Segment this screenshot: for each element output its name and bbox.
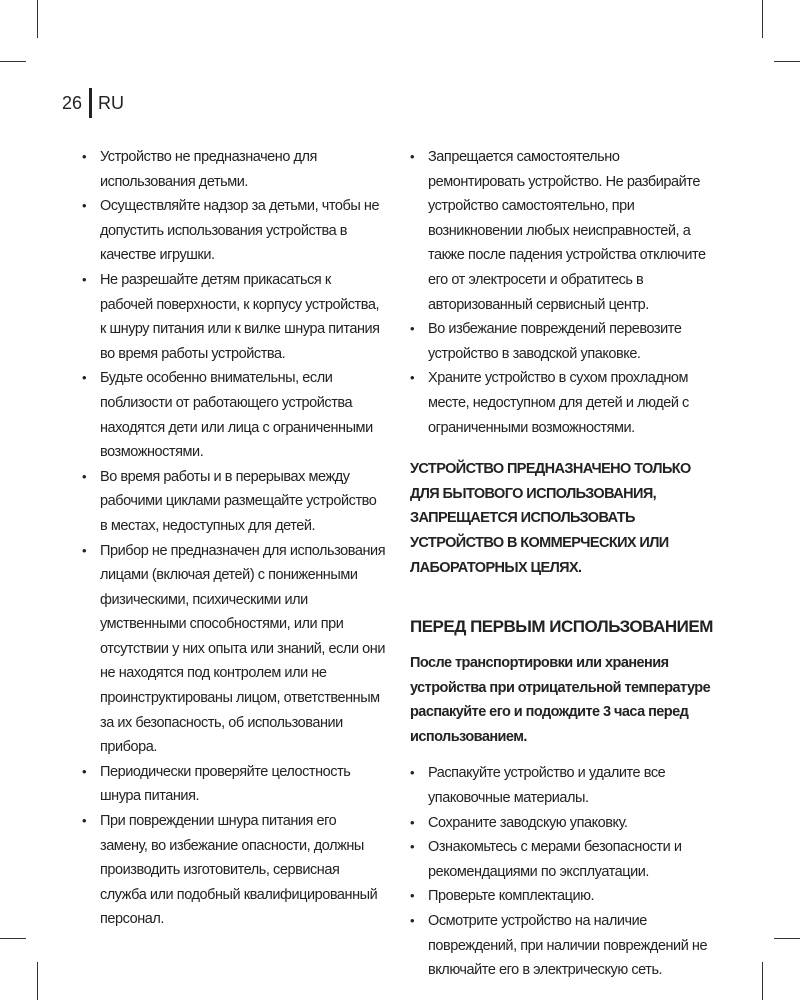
- left-column: [82, 145, 386, 932]
- list-item: • Прибор не предназначен для использования лицами (включая детей) с пониженными физическими, психическими или умственными способностями, или при отсутствии у них опыта или знаний, если они не находятся под контролем или не проинструктированы лицом, ответственным за их безопасность, об использовании прибора.: [82, 539, 386, 760]
- list-item: • Храните устройство в сухом прохладном месте, недоступном для детей и людей с ограниченными возможностями.: [410, 366, 716, 440]
- list-item: • Распакуйте устройство и удалите все упаковочные материалы.: [410, 761, 716, 810]
- first-use-list: [410, 761, 716, 982]
- list-item: • Осмотрите устройство на наличие повреждений, при наличии повреждений не включайте его в электрическую сеть.: [410, 909, 716, 983]
- list-item: • Во время работы и в перерывах между рабочими циклами размещайте устройство в местах, недоступных для детей.: [82, 465, 386, 539]
- safety-list-right: [410, 145, 716, 440]
- safety-list-left: [82, 145, 386, 932]
- crop-mark-bottom-left-h: [0, 938, 26, 939]
- household-use-notice: УСТРОЙСТВО ПРЕДНАЗНАЧЕНО ТОЛЬКО ДЛЯ БЫТОВОГО ИСПОЛЬЗОВАНИЯ, ЗАПРЕЩАЕТСЯ ИСПОЛЬЗОВАТЬ УСТРОЙСТВО В КОММЕРЧЕСКИХ ИЛИ ЛАБОРАТОРНЫХ ЦЕЛЯХ.: [410, 461, 691, 576]
- list-item: • Будьте особенно внимательны, если поблизости от работающего устройства находятся дети или лица с ограниченными возможностями.: [82, 366, 386, 464]
- crop-mark-bottom-right-v: [762, 962, 763, 1000]
- list-item: • При повреждении шнура питания его замену, во избежание опасности, должны производить изготовитель, сервисная служба или подобный квалифицированный персонал.: [82, 809, 386, 932]
- page-header: [62, 88, 124, 118]
- crop-mark-top-left-h: [0, 61, 26, 62]
- crop-mark-top-left-v: [37, 0, 38, 38]
- list-item: • Сохраните заводскую упаковку.: [410, 811, 716, 836]
- list-item: • Устройство не предназначено для использования детьми.: [82, 145, 386, 194]
- transport-notice: После транспортировки или хранения устройства при отрицательной температуре распакуйте его и подождите 3 часа перед использованием.: [410, 655, 711, 745]
- list-item: • Осуществляйте надзор за детьми, чтобы не допустить использования устройства в качестве игрушки.: [82, 194, 386, 268]
- list-item: • Периодически проверяйте целостность шнура питания.: [82, 760, 386, 809]
- list-item: • Не разрешайте детям прикасаться к рабочей поверхности, к корпусу устройства, к шнуру питания или к вилке шнура питания во время работы устройства.: [82, 268, 386, 366]
- section-title: ПЕРЕД ПЕРВЫМ ИСПОЛЬЗОВАНИЕМ: [410, 617, 713, 637]
- right-column: [410, 145, 716, 983]
- crop-mark-top-right-h: [774, 61, 800, 62]
- list-item: • Проверьте комплектацию.: [410, 884, 716, 909]
- list-item: • Запрещается самостоятельно ремонтировать устройство. Не разбирайте устройство самостоятельно, при возникновении любых неисправностей, а также после падения устройства отключите его от электросети и обратитесь в авторизованный сервисный центр.: [410, 145, 716, 317]
- crop-mark-top-right-v: [762, 0, 763, 38]
- language-code: RU: [98, 92, 125, 113]
- list-item: • Ознакомьтесь с мерами безопасности и рекомендациями по эксплуатации.: [410, 835, 716, 884]
- page-number: 26: [62, 92, 83, 113]
- header-divider: [89, 88, 92, 118]
- crop-mark-bottom-right-h: [774, 938, 800, 939]
- crop-mark-bottom-left-v: [37, 962, 38, 1000]
- list-item: • Во избежание повреждений перевозите устройство в заводской упаковке.: [410, 317, 716, 366]
